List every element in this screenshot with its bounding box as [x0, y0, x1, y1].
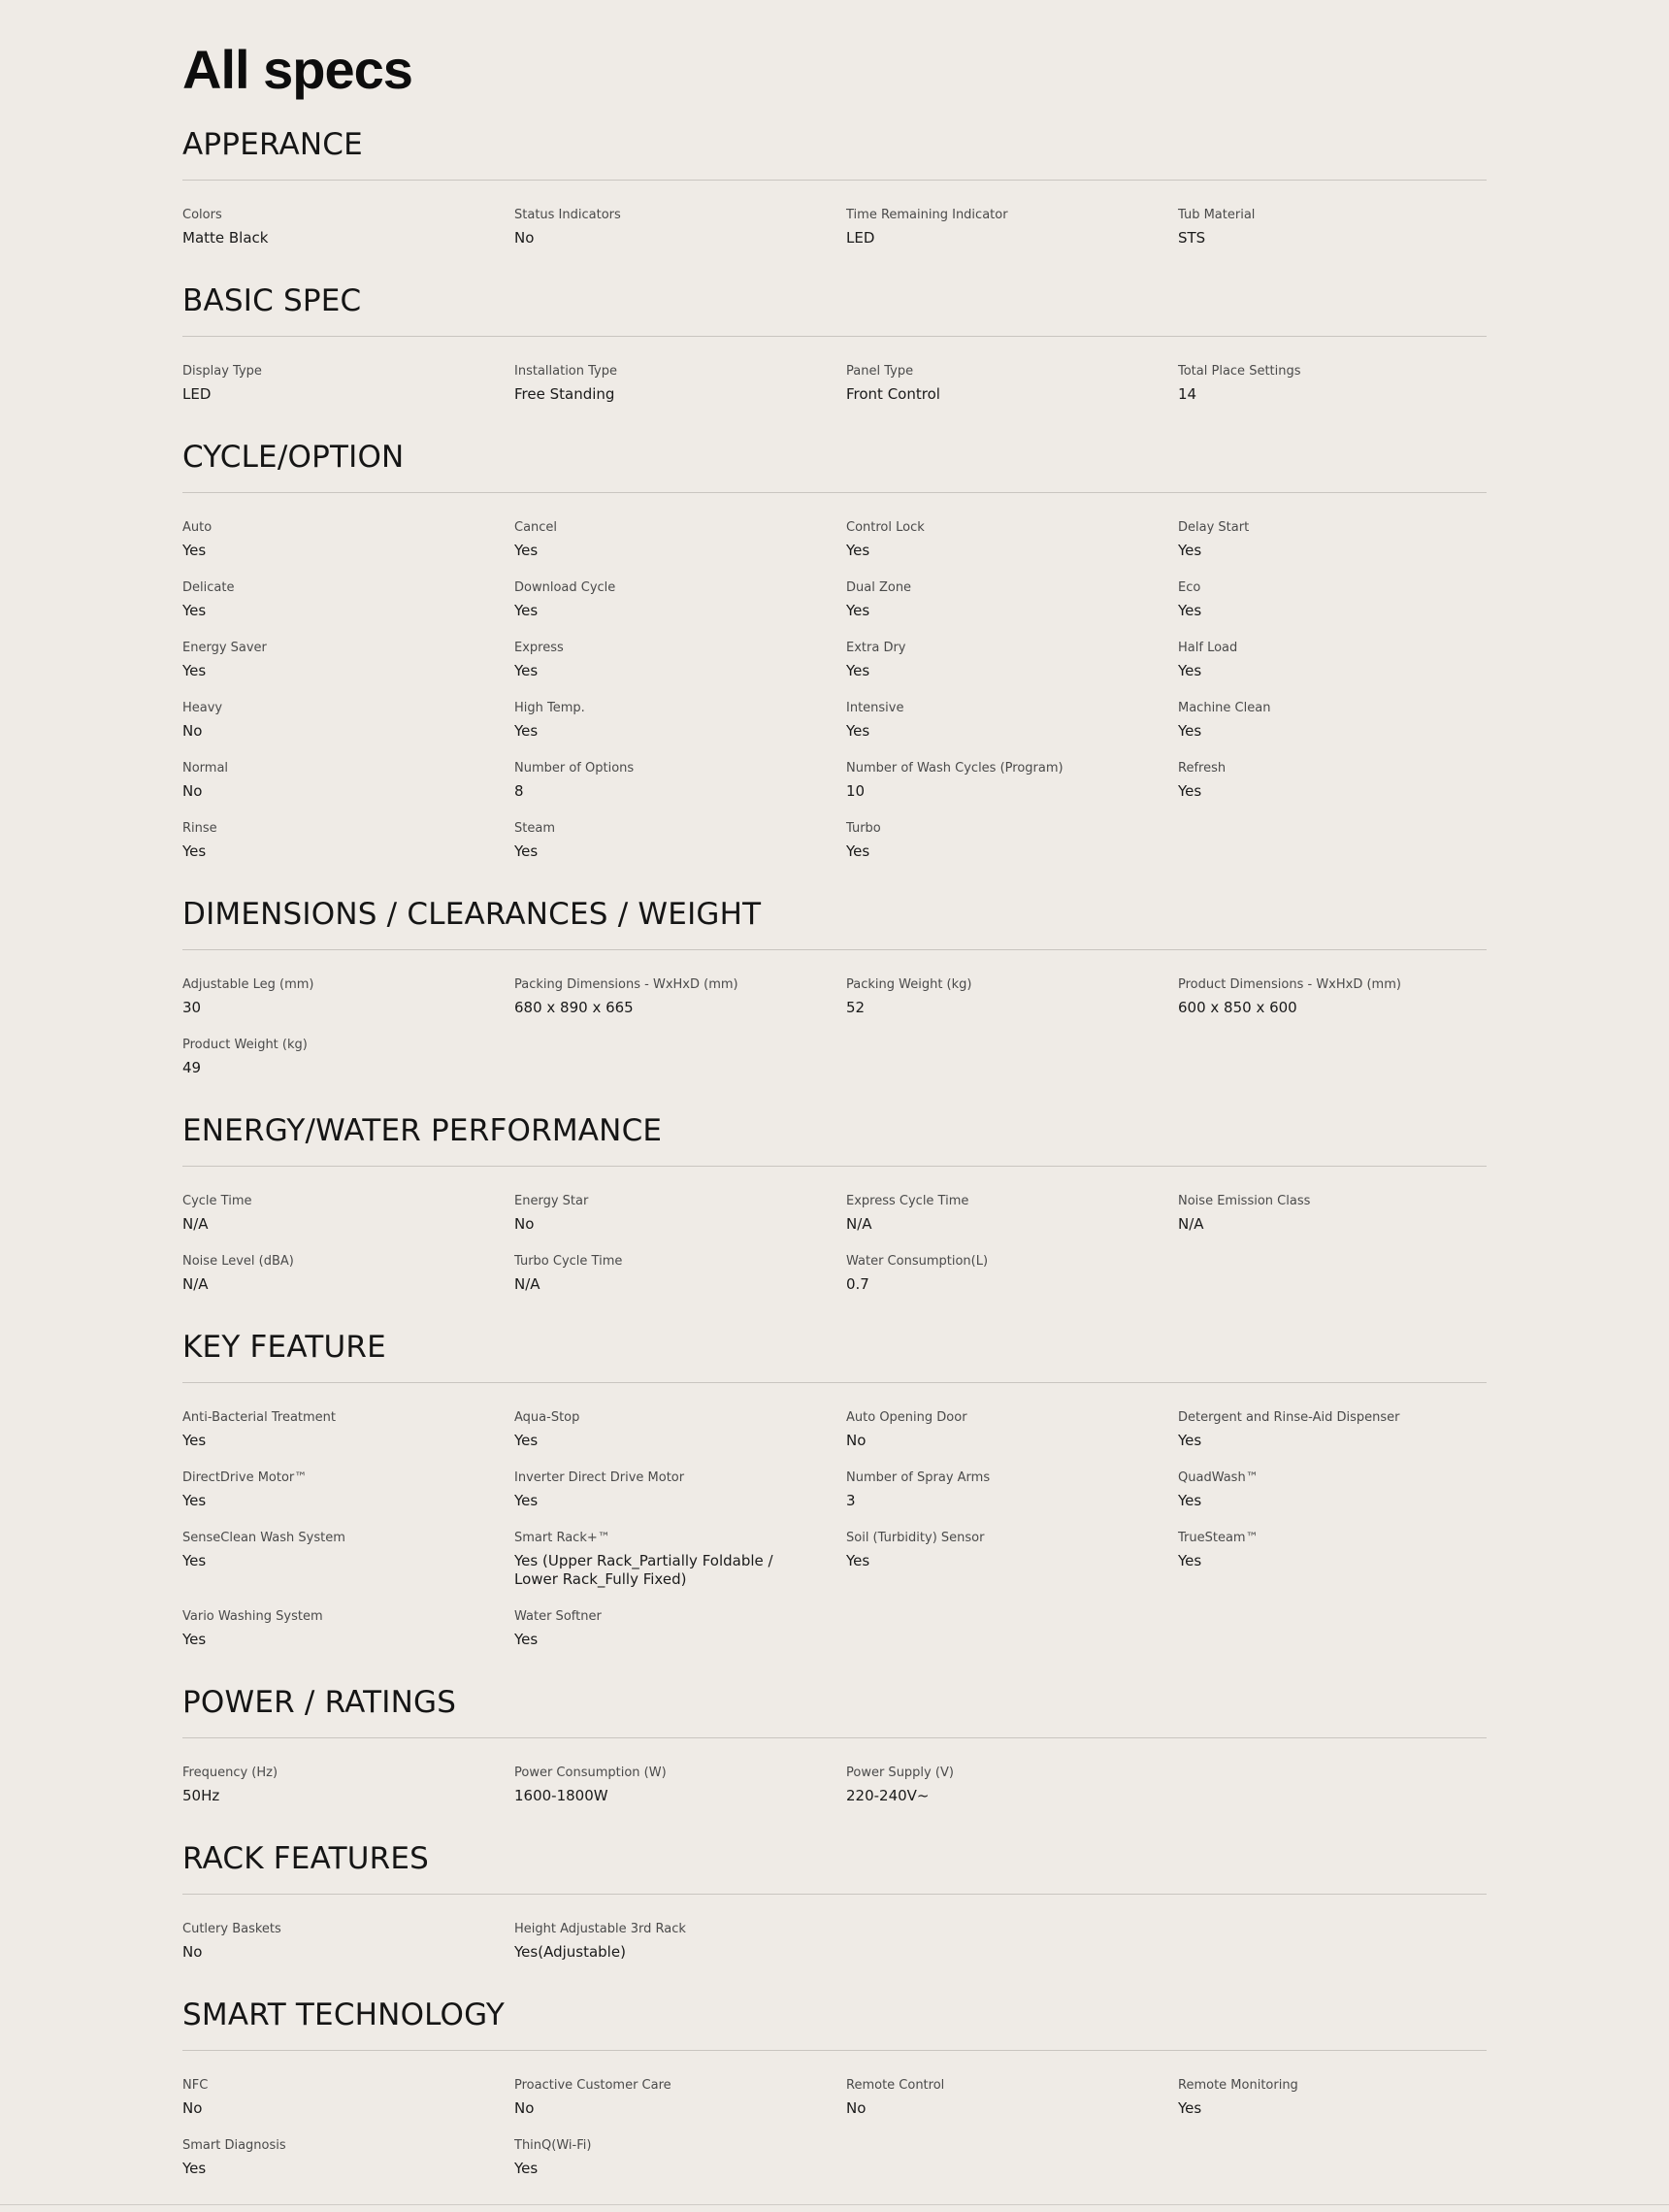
- spec-label: Energy Saver: [182, 641, 267, 655]
- spec-label: Proactive Customer Care: [514, 2078, 671, 2093]
- spec-item: [846, 820, 1178, 861]
- spec-value: Yes: [1178, 602, 1202, 619]
- section-title: CYCLE/OPTION: [182, 440, 405, 475]
- spec-label: Express Cycle Time: [846, 1194, 969, 1208]
- spec-item: [514, 700, 846, 741]
- spec-value: 52: [846, 999, 866, 1016]
- spec-label: Energy Star: [514, 1194, 589, 1208]
- spec-label: Download Cycle: [514, 580, 616, 595]
- spec-label: Smart Diagnosis: [182, 2138, 286, 2153]
- spec-value: Yes: [514, 2160, 539, 2177]
- spec-value: 49: [182, 1059, 202, 1076]
- spec-section: [182, 895, 1487, 1077]
- spec-value: 50Hz: [182, 1787, 220, 1804]
- spec-value: Yes: [1178, 782, 1202, 800]
- spec-label: NFC: [182, 2078, 209, 2093]
- spec-label: Auto Opening Door: [846, 1410, 967, 1425]
- spec-value: Yes: [846, 1552, 870, 1569]
- footer-divider: [0, 2204, 1669, 2205]
- spec-label: Delicate: [182, 580, 235, 595]
- spec-value: Yes: [1178, 1492, 1202, 1509]
- spec-item: [846, 760, 1178, 801]
- spec-item: [846, 1765, 1178, 1805]
- spec-label: Height Adjustable 3rd Rack: [514, 1922, 686, 1936]
- spec-item: [182, 519, 514, 560]
- page-title: All specs: [182, 39, 412, 100]
- spec-item: [1178, 2077, 1487, 2118]
- spec-label: Cancel: [514, 520, 558, 535]
- spec-label: Product Weight (kg): [182, 1038, 308, 1052]
- spec-item: [846, 640, 1178, 680]
- spec-label: Packing Weight (kg): [846, 977, 972, 992]
- spec-value: LED: [846, 229, 875, 247]
- spec-value: Yes: [182, 1432, 207, 1449]
- section-title: KEY FEATURE: [182, 1330, 386, 1365]
- spec-label: DirectDrive Motor™: [182, 1470, 308, 1485]
- spec-value: No: [182, 2099, 203, 2117]
- section-title: POWER / RATINGS: [182, 1685, 457, 1720]
- spec-value: Yes: [846, 722, 870, 740]
- spec-item: [182, 1921, 514, 1962]
- spec-label: TrueSteam™: [1178, 1531, 1259, 1545]
- section-title: RACK FEATURES: [182, 1841, 430, 1876]
- spec-item: [1178, 207, 1487, 248]
- spec-section: [182, 1111, 1487, 1294]
- spec-value: No: [846, 2099, 867, 2117]
- spec-label: Cycle Time: [182, 1194, 252, 1208]
- spec-item: [1178, 1469, 1487, 1510]
- spec-value: Yes (Upper Rack_Partially Foldable / Lower Rack_Fully Fixed): [514, 1552, 773, 1588]
- section-divider: [182, 1894, 1487, 1895]
- spec-item: [514, 1193, 846, 1234]
- spec-value: Yes: [1178, 662, 1202, 679]
- spec-grid: [182, 1765, 1487, 1805]
- spec-label: Noise Level (dBA): [182, 1254, 294, 1269]
- spec-label: Turbo: [846, 821, 881, 836]
- spec-value: Yes(Adjustable): [514, 1943, 626, 1961]
- spec-item: [846, 1253, 1178, 1294]
- spec-item: [1178, 640, 1487, 680]
- spec-item: [514, 2077, 846, 2118]
- spec-item: [846, 207, 1178, 248]
- spec-label: ThinQ(Wi-Fi): [514, 2138, 592, 2153]
- section-divider: [182, 1166, 1487, 1167]
- spec-item: [514, 976, 846, 1017]
- spec-value: Yes: [182, 1631, 207, 1648]
- spec-item: [514, 1765, 846, 1805]
- spec-item: [1178, 1409, 1487, 1450]
- spec-item: [846, 363, 1178, 404]
- spec-item: [514, 363, 846, 404]
- spec-label: Installation Type: [514, 364, 617, 379]
- spec-sections: [182, 125, 1487, 2178]
- spec-label: Refresh: [1178, 761, 1227, 776]
- spec-item: [182, 700, 514, 741]
- spec-item: [182, 579, 514, 620]
- spec-item: [846, 700, 1178, 741]
- spec-value: No: [846, 1432, 867, 1449]
- spec-value: No: [514, 2099, 535, 2117]
- spec-value: Matte Black: [182, 229, 269, 247]
- spec-label: Total Place Settings: [1178, 364, 1301, 379]
- spec-item: [846, 1530, 1178, 1589]
- spec-item: [1178, 1193, 1487, 1234]
- spec-item: [514, 1921, 846, 1962]
- spec-label: Display Type: [182, 364, 262, 379]
- spec-item: [1178, 760, 1487, 801]
- spec-label: Aqua-Stop: [514, 1410, 580, 1425]
- spec-value: Yes: [182, 842, 207, 860]
- spec-grid: [182, 363, 1487, 404]
- spec-value: 10: [846, 782, 866, 800]
- spec-value: 600 x 850 x 600: [1178, 999, 1297, 1016]
- spec-label: Number of Wash Cycles (Program): [846, 761, 1064, 776]
- spec-value: 8: [514, 782, 524, 800]
- spec-value: Yes: [182, 662, 207, 679]
- spec-item: [1178, 1530, 1487, 1589]
- spec-item: [182, 2077, 514, 2118]
- specs-container: [182, 39, 1487, 2178]
- spec-value: Yes: [846, 662, 870, 679]
- spec-value: LED: [182, 385, 212, 403]
- spec-label: Auto: [182, 520, 213, 535]
- spec-value: Yes: [514, 722, 539, 740]
- spec-label: Vario Washing System: [182, 1609, 323, 1624]
- spec-label: Heavy: [182, 701, 223, 715]
- spec-item: [846, 579, 1178, 620]
- spec-grid: [182, 976, 1487, 1077]
- spec-item: [514, 760, 846, 801]
- spec-value: Yes: [182, 542, 207, 559]
- spec-label: Water Consumption(L): [846, 1254, 989, 1269]
- spec-item: [514, 1409, 846, 1450]
- spec-value: 3: [846, 1492, 856, 1509]
- spec-label: Adjustable Leg (mm): [182, 977, 314, 992]
- spec-label: Frequency (Hz): [182, 1766, 278, 1780]
- spec-section: [182, 1328, 1487, 1649]
- spec-grid: [182, 2077, 1487, 2178]
- spec-item: [182, 640, 514, 680]
- section-divider: [182, 1737, 1487, 1738]
- spec-value: No: [514, 1215, 535, 1233]
- spec-value: Yes: [182, 1492, 207, 1509]
- spec-value: N/A: [846, 1215, 872, 1233]
- spec-label: Half Load: [1178, 641, 1238, 655]
- spec-item: [182, 1409, 514, 1450]
- spec-label: Colors: [182, 208, 222, 222]
- spec-value: N/A: [514, 1275, 540, 1293]
- spec-label: Machine Clean: [1178, 701, 1271, 715]
- section-title: APPERANCE: [182, 127, 363, 162]
- section-divider: [182, 949, 1487, 950]
- spec-label: Water Softner: [514, 1609, 602, 1624]
- spec-grid: [182, 1409, 1487, 1649]
- spec-section: [182, 281, 1487, 404]
- spec-value: 1600-1800W: [514, 1787, 608, 1804]
- spec-value: Yes: [846, 602, 870, 619]
- spec-value: Yes: [514, 1492, 539, 1509]
- spec-item: [846, 1193, 1178, 1234]
- spec-value: Yes: [514, 602, 539, 619]
- spec-label: Panel Type: [846, 364, 914, 379]
- spec-grid: [182, 519, 1487, 861]
- spec-label: Dual Zone: [846, 580, 912, 595]
- spec-value: Free Standing: [514, 385, 615, 403]
- spec-item: [1178, 579, 1487, 620]
- spec-value: Yes: [1178, 1432, 1202, 1449]
- spec-label: Noise Emission Class: [1178, 1194, 1311, 1208]
- section-divider: [182, 180, 1487, 181]
- spec-label: QuadWash™: [1178, 1470, 1259, 1485]
- section-divider: [182, 336, 1487, 337]
- spec-value: No: [182, 782, 203, 800]
- spec-label: Control Lock: [846, 520, 925, 535]
- spec-item: [514, 519, 846, 560]
- spec-value: Yes: [514, 542, 539, 559]
- spec-item: [1178, 519, 1487, 560]
- spec-label: Cutlery Baskets: [182, 1922, 281, 1936]
- spec-item: [514, 1530, 846, 1589]
- spec-item: [514, 579, 846, 620]
- spec-item: [182, 1037, 514, 1077]
- spec-value: No: [182, 1943, 203, 1961]
- spec-item: [1178, 976, 1487, 1017]
- spec-value: Yes: [1178, 722, 1202, 740]
- spec-grid: [182, 1921, 1487, 1962]
- spec-label: Number of Options: [514, 761, 635, 776]
- spec-item: [846, 2077, 1178, 2118]
- section-divider: [182, 1382, 1487, 1383]
- spec-grid: [182, 1193, 1487, 1294]
- spec-label: Packing Dimensions - WxHxD (mm): [514, 977, 738, 992]
- spec-value: No: [182, 722, 203, 740]
- spec-item: [182, 1608, 514, 1649]
- spec-item: [182, 1193, 514, 1234]
- spec-label: Power Consumption (W): [514, 1766, 667, 1780]
- spec-label: SenseClean Wash System: [182, 1531, 345, 1545]
- spec-item: [182, 1469, 514, 1510]
- spec-label: Number of Spray Arms: [846, 1470, 991, 1485]
- spec-value: No: [514, 229, 535, 247]
- spec-value: STS: [1178, 229, 1206, 247]
- spec-item: [182, 207, 514, 248]
- spec-label: Extra Dry: [846, 641, 906, 655]
- spec-value: 14: [1178, 385, 1197, 403]
- spec-section: [182, 125, 1487, 248]
- spec-label: High Temp.: [514, 701, 585, 715]
- spec-value: N/A: [182, 1275, 209, 1293]
- spec-label: Smart Rack+™: [514, 1531, 610, 1545]
- spec-value: 680 x 890 x 665: [514, 999, 634, 1016]
- spec-grid: [182, 207, 1487, 248]
- spec-value: Yes: [846, 542, 870, 559]
- spec-item: [514, 1253, 846, 1294]
- spec-item: [1178, 363, 1487, 404]
- spec-label: Rinse: [182, 821, 217, 836]
- spec-label: Turbo Cycle Time: [514, 1254, 623, 1269]
- spec-label: Express: [514, 641, 564, 655]
- spec-label: Delay Start: [1178, 520, 1250, 535]
- spec-value: 220-240V~: [846, 1787, 930, 1804]
- spec-label: Eco: [1178, 580, 1201, 595]
- spec-item: [182, 1530, 514, 1589]
- section-title: DIMENSIONS / CLEARANCES / WEIGHT: [182, 897, 762, 932]
- spec-section: [182, 438, 1487, 861]
- spec-label: Power Supply (V): [846, 1766, 954, 1780]
- spec-label: Status Indicators: [514, 208, 621, 222]
- spec-label: Time Remaining Indicator: [846, 208, 1008, 222]
- section-title: ENERGY/WATER PERFORMANCE: [182, 1113, 663, 1148]
- spec-item: [514, 2137, 846, 2178]
- section-title: BASIC SPEC: [182, 283, 362, 318]
- spec-item: [514, 820, 846, 861]
- spec-label: Normal: [182, 761, 229, 776]
- spec-item: [182, 760, 514, 801]
- spec-label: Soil (Turbidity) Sensor: [846, 1531, 985, 1545]
- spec-value: Yes: [514, 842, 539, 860]
- spec-value: Yes: [514, 1631, 539, 1648]
- spec-item: [514, 640, 846, 680]
- spec-item: [1178, 700, 1487, 741]
- spec-label: Detergent and Rinse-Aid Dispenser: [1178, 1410, 1400, 1425]
- spec-value: Yes: [1178, 542, 1202, 559]
- spec-item: [514, 1469, 846, 1510]
- spec-value: Yes: [182, 2160, 207, 2177]
- spec-value: Yes: [182, 1552, 207, 1569]
- spec-value: Yes: [182, 602, 207, 619]
- spec-section: [182, 1683, 1487, 1805]
- spec-value: Yes: [1178, 1552, 1202, 1569]
- spec-item: [514, 207, 846, 248]
- spec-value: 0.7: [846, 1275, 869, 1293]
- spec-label: Remote Monitoring: [1178, 2078, 1298, 2093]
- spec-label: Intensive: [846, 701, 904, 715]
- spec-item: [846, 1469, 1178, 1510]
- spec-value: N/A: [1178, 1215, 1204, 1233]
- section-title: SMART TECHNOLOGY: [182, 1997, 505, 2032]
- spec-item: [514, 1608, 846, 1649]
- spec-label: Inverter Direct Drive Motor: [514, 1470, 685, 1485]
- spec-item: [182, 820, 514, 861]
- spec-label: Tub Material: [1178, 208, 1256, 222]
- spec-section: [182, 1996, 1487, 2178]
- spec-label: Anti-Bacterial Treatment: [182, 1410, 337, 1425]
- spec-value: Front Control: [846, 385, 940, 403]
- section-divider: [182, 492, 1487, 493]
- spec-label: Product Dimensions - WxHxD (mm): [1178, 977, 1401, 992]
- spec-label: Steam: [514, 821, 555, 836]
- spec-value: Yes: [846, 842, 870, 860]
- spec-item: [182, 363, 514, 404]
- section-divider: [182, 2050, 1487, 2051]
- spec-item: [846, 519, 1178, 560]
- spec-item: [182, 1765, 514, 1805]
- spec-value: Yes: [514, 1432, 539, 1449]
- spec-item: [182, 976, 514, 1017]
- spec-item: [182, 2137, 514, 2178]
- spec-value: Yes: [1178, 2099, 1202, 2117]
- spec-value: Yes: [514, 662, 539, 679]
- spec-item: [846, 976, 1178, 1017]
- spec-value: N/A: [182, 1215, 209, 1233]
- spec-item: [182, 1253, 514, 1294]
- spec-item: [846, 1409, 1178, 1450]
- spec-label: Remote Control: [846, 2078, 945, 2093]
- spec-value: 30: [182, 999, 202, 1016]
- spec-section: [182, 1839, 1487, 1962]
